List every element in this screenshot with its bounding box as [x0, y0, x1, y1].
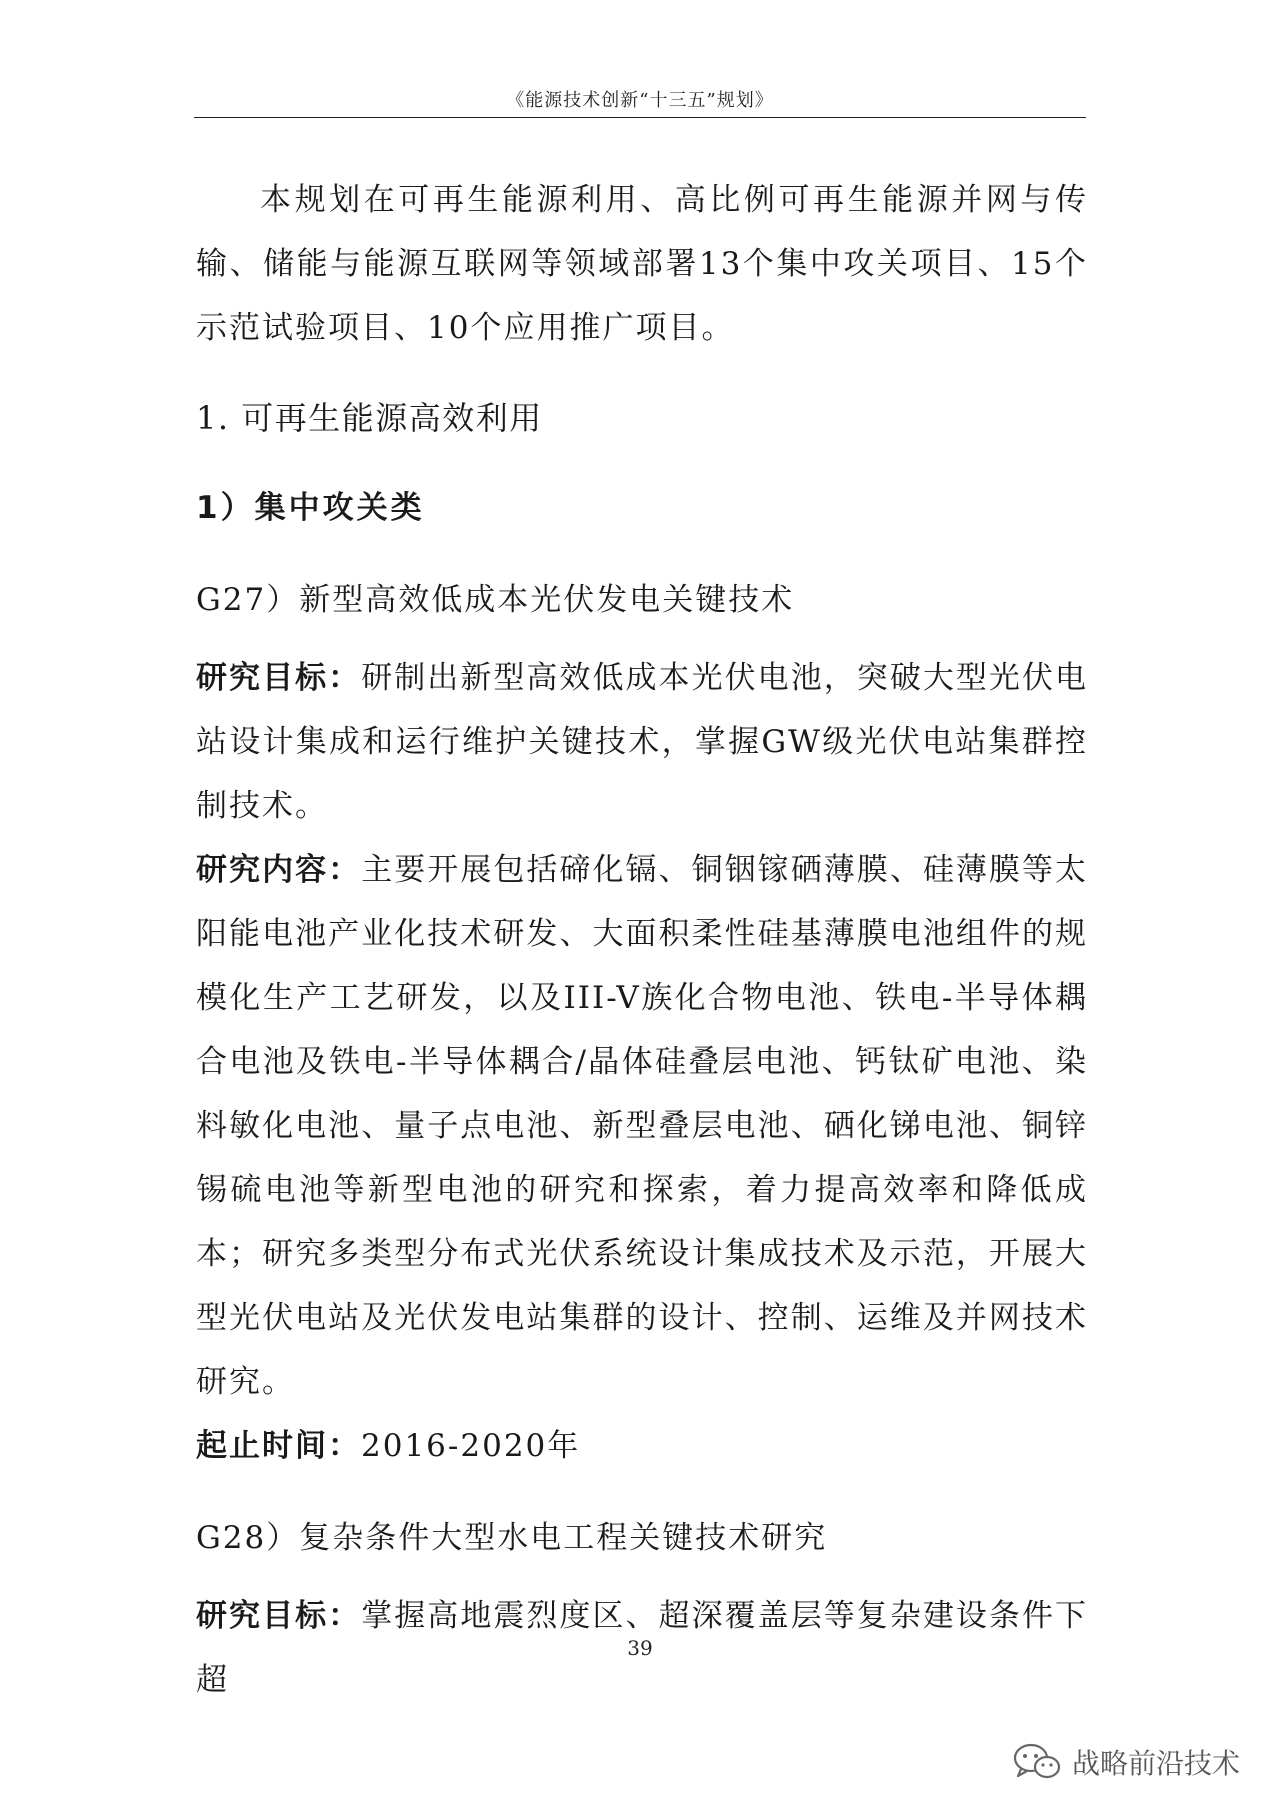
header-rule — [194, 117, 1086, 118]
goal-label: 研究目标： — [196, 1598, 362, 1634]
wechat-icon — [1012, 1742, 1062, 1782]
goal-label: 研究目标： — [196, 660, 362, 696]
page-number: 39 — [627, 1636, 653, 1660]
goal-text: 掌握高地震烈度区、超深覆盖层等复杂建设条件下超 — [196, 1598, 1089, 1698]
time-label: 起止时间： — [196, 1428, 361, 1464]
g27-content — [196, 838, 1088, 1414]
intro-paragraph: 本规划在可再生能源利用、高比例可再生能源并网与传输、储能与能源互联网等领域部署13个集中攻关项目、15个示范试验项目、10个应用推广项目。 — [196, 182, 1088, 346]
g27-time — [196, 1414, 1088, 1478]
goal-text: 研制出新型高效低成本光伏电池，突破大型光伏电站设计集成和运行维护关键技术，掌握GW级光伏电站集群控制技术。 — [196, 660, 1089, 824]
time-text: 2016-2020年 — [361, 1428, 581, 1464]
section-subheading: 1）集中攻关类 — [196, 490, 425, 526]
g27-goal — [196, 646, 1088, 838]
watermark-text: 战略前沿技术 — [1071, 1747, 1240, 1780]
project-title-g27: G27）新型高效低成本光伏发电关键技术 — [196, 582, 795, 618]
section-heading: 1. 可再生能源高效利用 — [196, 399, 543, 437]
watermark — [1012, 1742, 1240, 1782]
running-header: 《能源技术创新“十三五”规划》 — [506, 90, 774, 111]
project-title-g28: G28）复杂条件大型水电工程关键技术研究 — [196, 1520, 828, 1556]
page-content — [196, 168, 1088, 1712]
content-label: 研究内容： — [196, 852, 362, 888]
content-text: 主要开展包括碲化镉、铜铟镓硒薄膜、硅薄膜等太阳能电池产业化技术研发、大面积柔性硅基薄膜电池组件的规模化生产工艺研发，以及III-V族化合物电池、铁电-半导体耦合电池及铁电-半导体耦合/晶体硅叠层电池、钙钛矿电池、染料敏化电池、量子点电池、新型叠层电池、硒化锑电池、铜锌锡硫电池等新型电池的研究和探索，着力提高效率和降低成本；研究多类型分布式光伏系统设计集成技术及示范，开展大型光伏电站及光伏发电站集群的设计、控制、运维及并网技术研究。 — [196, 852, 1089, 1400]
